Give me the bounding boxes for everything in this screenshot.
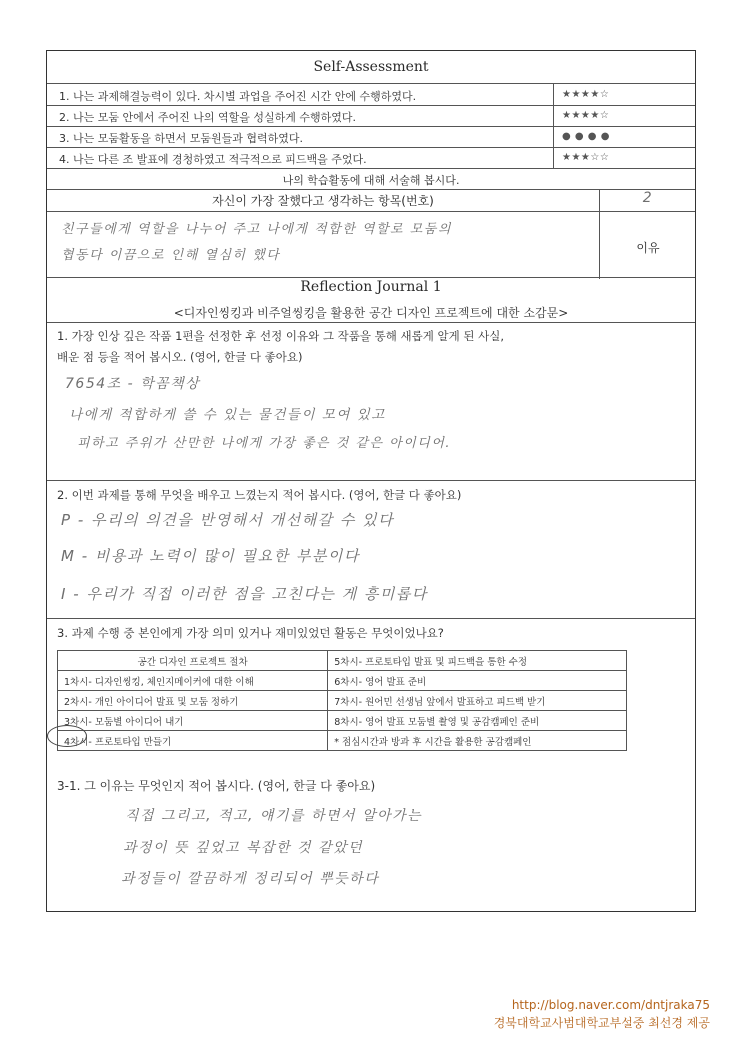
step-3: 3차시- 모둠별 아이디어 내기 — [58, 711, 328, 731]
answer-2-plus: P - 우리의 의견을 반영해서 개선해갈 수 있다 — [61, 511, 395, 529]
reason-handwriting-2: 협동다 이끔으로 인해 열심히 했다 — [61, 248, 281, 263]
answer-3-1-line-3: 과정들이 깔끔하게 정리되어 뿌듯하다 — [121, 871, 380, 887]
divider — [47, 83, 695, 84]
reflection-title: Reflection Journal 1 — [300, 279, 442, 295]
question-2: 2. 이번 과제를 통해 무엇을 배우고 느꼈는지 적어 봅시다. (영어, 한글 다 좋아요) — [57, 488, 462, 502]
reason-label: 이유 — [636, 241, 660, 255]
worksheet — [46, 50, 696, 912]
step-1: 1차시- 디자인씽킹, 체인지메이커에 대한 이해 — [58, 671, 328, 691]
footer-credit: 경북대학교사범대학교부설중 최선경 제공 — [493, 1016, 710, 1030]
step-8: 8차시- 영어 발표 모둠별 촬영 및 공감캠페인 준비 — [328, 711, 627, 731]
footer-url: http://blog.naver.com/dntjraka75 — [511, 998, 710, 1012]
assessment-item-4: 4. 나는 다른 조 발표에 경청하였고 적극적으로 피드백을 주었다. — [59, 153, 367, 166]
step-5: 5차시- 프로토타입 발표 및 피드백을 통한 수정 — [328, 651, 627, 671]
step-6: 6차시- 영어 발표 준비 — [328, 671, 627, 691]
rating-stars-4: ★★★☆☆ — [562, 152, 610, 163]
answer-1-line-2: 나에게 적합하게 쓸 수 있는 물건들이 모여 있고 — [69, 407, 386, 423]
step-2: 2차시- 개인 아이디어 발표 및 모둠 정하기 — [58, 691, 328, 711]
question-3: 3. 과제 수행 중 본인에게 가장 의미 있거나 재미있었던 활동은 무엇이었나요? — [57, 626, 444, 640]
learning-activity-prompt: 나의 학습활동에 대해 서술해 봅시다. — [282, 174, 460, 187]
self-assessment-title: Self-Assessment — [313, 59, 429, 75]
answer-1-line-1: 7654조 - 학꼼책상 — [65, 376, 201, 392]
step-7: 7차시- 원어민 선생님 앞에서 발표하고 피드백 받기 — [328, 691, 627, 711]
rating-stars-2: ★★★★☆ — [562, 110, 610, 121]
answer-1-line-3: 피하고 주위가 산만한 나에게 가장 좋은 것 같은 아이디어. — [77, 436, 452, 451]
question-1-line-2: 배운 점 등을 적어 봅시오. (영어, 한글 다 좋아요) — [57, 350, 303, 364]
step-4: 4차시- 프로토타입 만들기 — [58, 731, 328, 751]
answer-3-1-line-2: 과정이 뜻 깊었고 복잡한 것 같았던 — [123, 840, 364, 856]
answer-3-1-line-1: 직접 그리고, 적고, 얘기를 하면서 알아가는 — [125, 808, 423, 824]
best-item-number: 2 — [642, 190, 654, 206]
assessment-item-1: 1. 나는 과제해결능력이 있다. 차시별 과업을 주어진 시간 안에 수행하였다. — [59, 90, 417, 103]
answer-2-interesting: I - 우리가 직접 이러한 점을 고친다는 게 흥미롭다 — [61, 585, 428, 603]
rating-dots-3: ● ● ● ● — [562, 131, 610, 142]
project-steps-table — [57, 650, 627, 751]
assessment-item-2: 2. 나는 모둠 안에서 주어진 나의 역할을 성실하게 수행하였다. — [59, 111, 356, 124]
steps-header: 공간 디자인 프로젝트 절차 — [58, 651, 328, 671]
rating-stars-1: ★★★★☆ — [562, 89, 610, 100]
assessment-item-3: 3. 나는 모둠활동을 하면서 모둠원들과 협력하였다. — [59, 132, 303, 145]
answer-2-minus: M - 비용과 노력이 많이 필요한 부분이다 — [61, 547, 360, 565]
question-1-line-1: 1. 가장 인상 깊은 작품 1편을 선정한 후 선정 이유와 그 작품을 통해 새롭게 알게 된 사실, — [57, 329, 505, 343]
best-item-label: 자신이 가장 잘했다고 생각하는 항목(번호) — [212, 194, 434, 208]
reason-handwriting-1: 친구들에게 역할을 나누어 주고 나에게 적합한 역할로 모둠의 — [61, 222, 452, 237]
campaign-note: * 점심시간과 방과 후 시간을 활용한 공감캠페인 — [328, 731, 627, 751]
reflection-subtitle: <디자인씽킹과 비주얼씽킹을 활용한 공간 디자인 프로젝트에 대한 소감문> — [173, 306, 569, 320]
question-3-1: 3-1. 그 이유는 무엇인지 적어 봅시다. (영어, 한글 다 좋아요) — [57, 779, 376, 793]
selected-step-circle — [47, 725, 87, 747]
